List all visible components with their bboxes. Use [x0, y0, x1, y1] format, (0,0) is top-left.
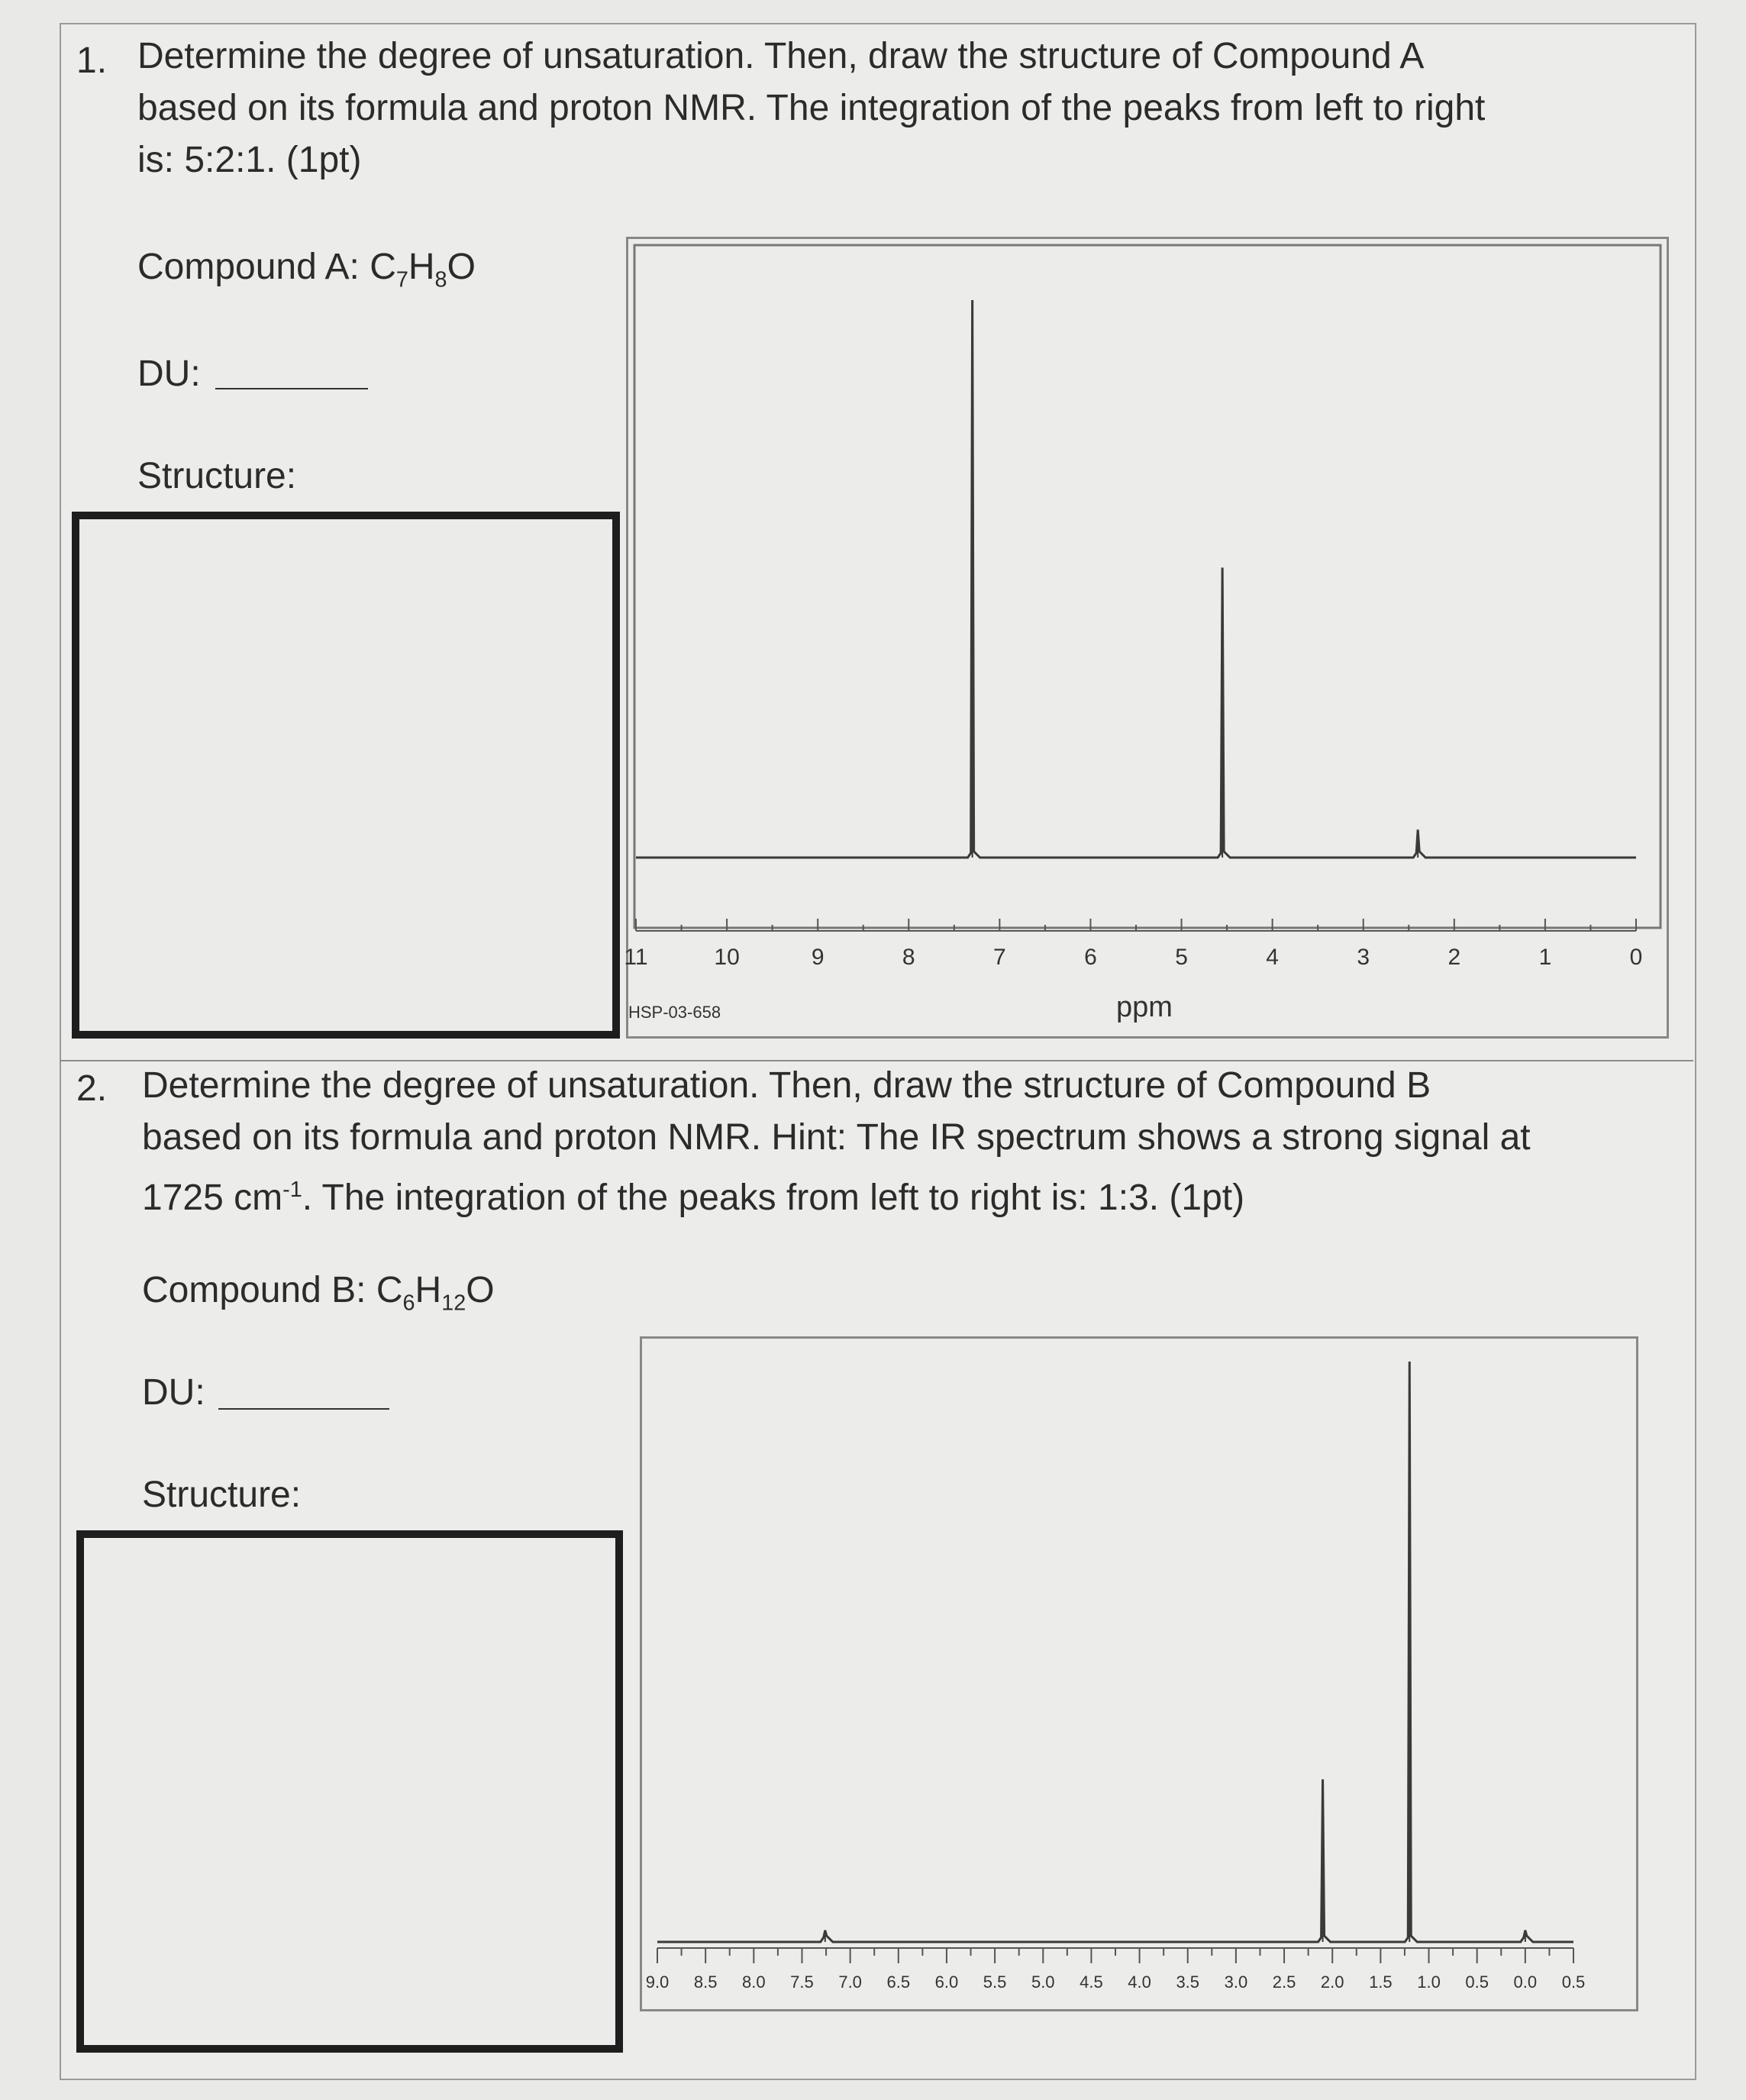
prompt-line: based on its formula and proton NMR. The integration of the peaks from left to right: [137, 88, 1486, 128]
prompt-line: Determine the degree of unsaturation. Then, draw the structure of Compound A: [137, 36, 1425, 76]
spectrum-trace: [657, 1362, 1573, 1942]
x-tick-label: 1.0: [1417, 1972, 1441, 1992]
structure-a-label: Structure:: [137, 456, 297, 496]
x-tick-label: 11: [624, 945, 648, 970]
plot-frame: [634, 245, 1660, 928]
x-tick-label: 2: [1447, 945, 1461, 970]
nmr-spectrum-a-plot: [624, 239, 1667, 1036]
prompt-line: 1725 $cm^{-1}$. The integration of the peaks from left to right is: 1:3. (1pt): [142, 1178, 1245, 1218]
x-tick-label: 9: [811, 945, 825, 970]
x-tick-label: 7.5: [790, 1972, 814, 1992]
x-tick-label: 1: [1538, 945, 1552, 970]
prompt-line: based on its formula and proton NMR. Hint: The IR spectrum shows a strong signal at: [142, 1117, 1531, 1158]
x-tick-label: 4: [1266, 945, 1279, 970]
nmr-spectrum-b: [640, 1336, 1638, 2011]
x-tick-label: 0: [1629, 945, 1643, 970]
du-b-answer-line[interactable]: [218, 1408, 389, 1410]
x-tick-label: 8.0: [742, 1972, 766, 1992]
x-tick-label: 4.0: [1128, 1972, 1151, 1992]
x-tick-label: 0.0: [1513, 1972, 1538, 1992]
nmr-spectrum-a: [626, 237, 1669, 1039]
question-2-prompt: [142, 1060, 1692, 1224]
x-tick-label: 2.0: [1320, 1972, 1344, 1992]
x-tick-label: 7.0: [838, 1972, 862, 1992]
x-tick-label: 8.5: [693, 1972, 718, 1992]
x-tick-label: 3.0: [1224, 1972, 1248, 1992]
x-tick-label: 6.0: [934, 1972, 959, 1992]
du-b-label: DU:: [142, 1372, 205, 1413]
nmr-spectrum-b-plot: [642, 1339, 1636, 2009]
du-a-answer-line[interactable]: [215, 388, 368, 389]
x-tick-label: 2.5: [1272, 1972, 1296, 1992]
question-2-number: 2.: [76, 1068, 108, 1109]
prompt-line: is: 5:2:1. (1pt): [137, 140, 362, 180]
structure-b-drawing-box[interactable]: [76, 1530, 623, 2053]
x-tick-label: 1.5: [1369, 1972, 1393, 1992]
x-tick-label: 4.5: [1080, 1972, 1103, 1992]
spectrum-code: HSP-03-658: [628, 1003, 721, 1022]
question-1-prompt: [137, 31, 1680, 186]
prompt-line: Determine the degree of unsaturation. Then, draw the structure of Compound B: [142, 1065, 1431, 1106]
x-tick-label: 6: [1084, 945, 1097, 970]
x-tick-label: 5: [1175, 945, 1188, 970]
x-tick-label: 3.5: [1176, 1972, 1200, 1992]
x-tick-label: 9.0: [645, 1972, 670, 1992]
compound-b-label: Compound B: $C_6H_{12}O$: [142, 1270, 495, 1316]
x-tick-label: 3: [1357, 945, 1370, 970]
question-1-number: 1.: [76, 40, 108, 81]
x-tick-label: 5.0: [1031, 1972, 1055, 1992]
spectrum-trace: [636, 300, 1636, 858]
x-tick-label: 0.5: [1561, 1972, 1586, 1992]
x-axis-title: ppm: [1116, 991, 1173, 1023]
structure-b-label: Structure:: [142, 1475, 302, 1515]
structure-a-drawing-box[interactable]: [72, 512, 620, 1039]
x-tick-label: 7: [993, 945, 1006, 970]
du-a-label: DU:: [137, 354, 201, 394]
x-tick-label: 5.5: [983, 1972, 1007, 1992]
x-tick-label: 10: [714, 945, 740, 970]
compound-a-label: Compound A: $C_7H_8O$: [137, 247, 476, 292]
x-tick-label: 6.5: [886, 1972, 911, 1992]
x-tick-label: 8: [902, 945, 915, 970]
x-tick-label: 0.5: [1465, 1972, 1489, 1992]
